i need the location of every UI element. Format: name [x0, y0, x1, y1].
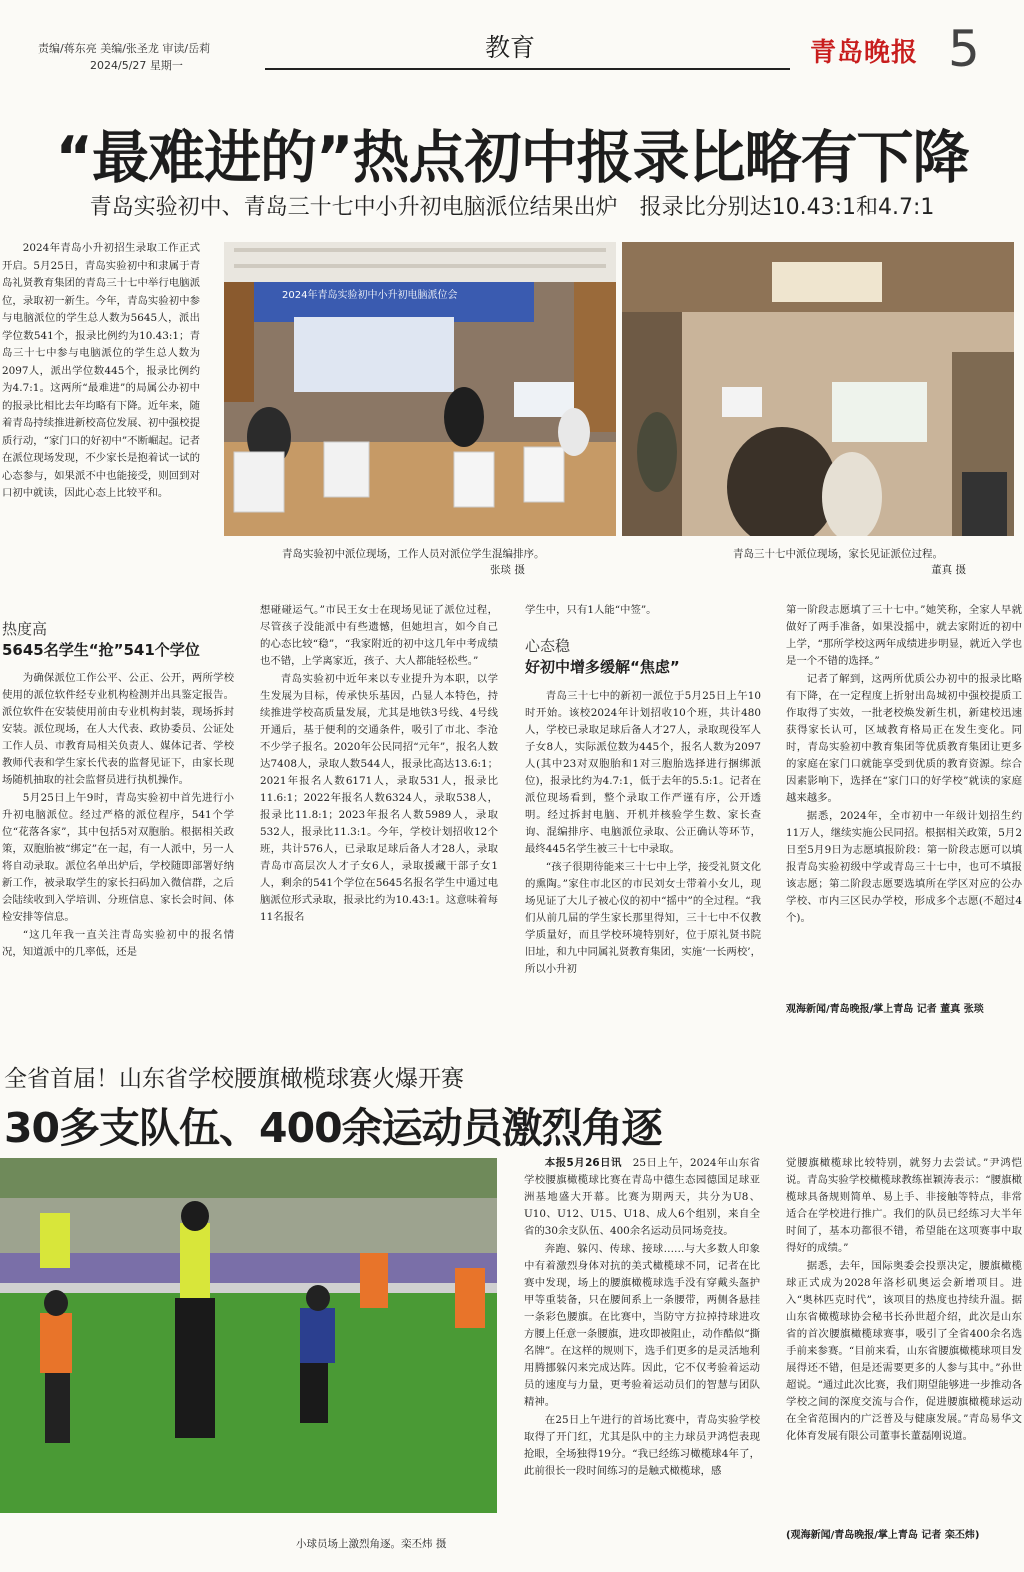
date-line: 2024/5/27 星期一 — [90, 59, 183, 72]
photo2-caption — [733, 546, 1008, 578]
football-photo-caption: 小球员场上激烈角逐。栾丕炜 摄 — [296, 1538, 447, 1550]
page-number: 5 — [948, 20, 980, 78]
paragraph: 觉腰旗橄榄球比较特别，就努力去尝试。”尹鸿恺说。青岛实验学校橄榄球教练崔颖涛表示：“腰旗橄榄球具备规则简单、易上手、非接触等特点，非常适合在学校进行推广。我们的队员已经练习大半年时间了，基本功都很不错，希望能在这项赛事中取得好的成绩。” — [786, 1157, 1022, 1254]
paragraph: 青岛三十七中的新初一派位于5月25日上午10时开始。该校2024年计划招收10个班，共计480人，学校已录取足球后备人才27人，录取现役军人子女8人，实际派位数为445个，报名人数为2097人(其中23对双胞胎和1对三胞胎选择进行捆绑派位)，报录比约为4.7:1，低于去年的5.5:1。记者在派位现场看到，整个录取工作严谨有序，公开透明。经过拆封电脑、开机并核验学生数、家长查询、混编排序、电脑派位录取、公正确认等环节，最终445名学生被三十七中录取。 — [525, 690, 761, 855]
photo2-caption-text: 青岛三十七中派位现场，家长见证派位过程。 — [733, 548, 943, 560]
photo1-caption-text: 青岛实验初中派位现场，工作人员对派位学生混编排序。 — [282, 548, 545, 560]
masthead-meta — [38, 40, 210, 74]
section-heading-2 — [525, 635, 761, 677]
section-heading-1 — [2, 618, 234, 660]
lead-paragraph — [2, 240, 200, 585]
paragraph: 据悉，2024年，全市初中一年级计划招生约11万人，继续实施公民同招。根据相关政策，5月2日至5月9日为志愿填报阶段：第一阶段志愿可以填报青岛实验初级中学或青岛三十七中，也可不填报该志愿；第二阶段志愿要选填所在学区对应的公办学校、市内三区民办学校，形成多个志愿(不超过4个)。 — [786, 810, 1022, 924]
hall-banner-text: 2024年青岛实验初中小升初电脑派位会 — [282, 290, 458, 301]
section-title: 教育 — [484, 33, 535, 62]
photo-flag-football — [0, 1158, 497, 1513]
article2-kicker: 全省首届！山东省学校腰旗橄榄球赛火爆开赛 — [4, 1066, 464, 1092]
paragraph: 想碰碰运气。”市民王女士在现场见证了派位过程，尽管孩子没能派中有些遗憾，但她坦言，如今自己的心态比较“稳”，“我家附近的初中这几年中考成绩也不错，上学离家近，孩子、大人都能轻松些。” — [260, 604, 498, 667]
header-rule — [265, 68, 790, 70]
section2-kicker: 心态稳 — [525, 637, 571, 655]
article1-credit: 观海新闻/青岛晚报/掌上青岛 记者 董真 张琰 — [786, 1004, 984, 1015]
article2-credit: (观海新闻/青岛晚报/掌上青岛 记者 栾丕炜) — [786, 1530, 980, 1541]
paragraph: 为确保派位工作公平、公正、公开，两所学校使用的派位软件经专业机构检测并出具鉴定报告。派位软件在安装使用前由专业机构封装，现场拆封安装。派位现场，在人大代表、政协委员、公证处工作人员、市教育局相关负责人、媒体记者、学校教师代表和学生家长代表的监督见证下，由家长现场随机抽取的社会监督员进行执机操作。 — [2, 672, 234, 786]
paragraph: 25日上午，2024年山东省学校腰旗橄榄球比赛在青岛中德生态园德国足球亚洲基地盛大开幕。比赛为期两天，共分为U8、U10、U12、U15、U18、成人6个组别，来自全省的30余支队伍、400余名运动员同场竞技。 — [524, 1157, 760, 1237]
article2-column-1 — [524, 1155, 760, 1567]
photo-parents-witness — [622, 242, 1014, 536]
article2-headline: 30多支队伍、400余运动员激烈角逐 — [4, 1104, 662, 1152]
article1-column-3-top — [525, 602, 761, 622]
article1-column-3 — [525, 688, 761, 1036]
sub-headline: 青岛实验初中、青岛三十七中小升初电脑派位结果出炉 报录比分别达10.43:1和4.7:1 — [89, 195, 935, 220]
photo2-credit: 董真 摄 — [931, 564, 966, 576]
paragraph: 奔跑、躲闪、传球、接球……与大多数人印象中有着激烈身体对抗的美式橄榄球不同，记者在比赛中发现，场上的腰旗橄榄球选手没有穿戴头盔护甲等重装备，只在腰间系上一条腰带，两侧各悬挂一条彩色腰旗。在比赛中，当防守方拉掉持球进攻方腰上任意一条腰旗，进攻即被阻止，动作酷似“撕名牌”。在这样的规则下，选手们更多的是灵活地利用腾挪躲闪来完成达阵。因此，它不仅考验着运动员的速度与力量，更考验着运动员们的智慧与团队精神。 — [524, 1243, 760, 1408]
paragraph: 在25日上午进行的首场比赛中，青岛实验学校取得了开门红，尤其是队中的主力球员尹鸿恺表现抢眼，全场独得19分。“我已经练习橄榄球4年了，此前很长一段时间练习的是触式橄榄球，感 — [524, 1414, 760, 1477]
paragraph: “孩子很期待能来三十七中上学，接受礼贤文化的熏陶。”家住市北区的市民刘女士带着小女儿，现场见证了大儿子被心仪的初中“摇中”的全过程。“我们从前几届的学生家长那里得知，三十七中不仅教学质量好，而且学校环境特别好，位于原礼贤书院旧址，和九中同属礼贤教育集团，实施‘一长两校’，所以小升初 — [525, 861, 761, 975]
editors-line: 责编/蒋东亮 美编/张圣龙 审读/岳莉 — [38, 42, 211, 55]
paragraph: 第一阶段志愿填了三十七中。”她笑称，全家人早就做好了两手准备，如果没摇中，就去家附近的初中上学，“那所学校这两年成绩进步明显，就近入学也是一个不错的选择。” — [786, 604, 1022, 667]
section1-kicker: 热度高 — [2, 620, 48, 638]
article1-column-4 — [786, 602, 1022, 1004]
paragraph: 青岛实验初中近年来以专业提升为本职，以学生发展为目标，传承快乐基因，凸显人本特色，持续推进学校高质量发展，尤其是地铁3号线、4号线开通后，基于便利的交通条件，吸引了市北、李沧不少学子报名。2020年公民同招“元年”，报名人数达7408人，录取人数544人，报录比高达13.6:1；2021年报名人数6171人，录取531人，报录比11.6:1；2022年报名人数6324人，录取538人，报录比11.8:1；2023年报名人数5989人，录取532人，报录比11.3:1。今年，学校计划招收12个班，共计576人，已录取足球后备人才28人，录取青岛市高层次人才子女6人，录取援藏干部子女1人，剩余的541个学位在5645名报名学生中通过电脑派位形式录取，报录比约为10.43:1。这意味着每11名报名 — [260, 673, 498, 923]
paragraph: 记者了解到，这两所优质公办初中的报录比略有下降，在一定程度上折射出岛城初中强校提质工作取得了实效，一批老校焕发新生机，新建校迅速获得家长认可，区域教育格局正在发生变化。同时，青岛实验初中教育集团等优质教育集团让更多的家庭在家门口就能享受到优质的教育资源。综合因素影响下，选择在“家门口的好学校”就读的家庭越来越多。 — [786, 673, 1022, 804]
lead-text: 2024年青岛小升初招生录取工作正式开启。5月25日，青岛实验初中和隶属于青岛礼贤教育集团的青岛三十七中举行电脑派位，录取初一新生。今年，青岛实验初中参与电脑派位的学生总人数为5645人，派出学位数541个，报录比例约为10.43:1；青岛三十七中参与电脑派位的学生总人数为2097人，派出学位数445个，报录比例约为4.7:1。这两所“最难进”的局属公办初中的报录比相比去年均略有下降。近年来，随着青岛持续推进新校高位发展、初中强校提质行动，“家门口的好初中”不断崛起。记者在派位现场发现，不少家长是抱着试一试的心态参与，如果派不中也能接受，则回到对口初中就读，因此心态上比较平和。 — [2, 242, 200, 499]
photo-parents-witness-image — [622, 242, 1014, 536]
photo-flag-football-image — [0, 1158, 497, 1513]
article1-column-1 — [2, 670, 234, 1036]
photo1-caption — [282, 546, 617, 578]
paragraph: 据悉，去年，国际奥委会投票决定，腰旗橄榄球正式成为2028年洛杉矶奥运会新增项目。进入“奥林匹克时代”，该项目的热度也持续升温。据山东省橄榄球协会秘书长孙世超介绍，此次是山东省的首次腰旗橄榄球赛事，吸引了全省400余名选手前来参赛。“目前来看，山东省腰旗橄榄球项目发展得还不错，但是还需要更多的人参与其中。”孙世超说。“通过此次比赛，我们期望能够进一步推动各学校之间的深度交流与合作，促进腰旗橄榄球运动在全省范围内的广泛普及与健康发展。”青岛易华文化体育发展有限公司董事长董磊刚说道。 — [786, 1260, 1022, 1442]
paragraph: “这几年我一直关注青岛实验初中的报名情况，知道派中的几率低，还是 — [2, 929, 234, 958]
article1-column-2 — [260, 602, 498, 1036]
photo-lottery-hall — [224, 242, 616, 536]
section1-title: 5645名学生“抢”541个学位 — [2, 641, 200, 659]
paragraph: 5月25日上午9时，青岛实验初中首先进行小升初电脑派位。经过严格的派位程序，541个学位“花落各家”，其中包括5对双胞胎。根据相关政策，双胞胎被“绑定”在一起，有一人派中，另一人将自动录取。派位名单出炉后，学校随即部署好纳新工作，被录取学生的家长扫码加入微信群，之后会陆续收到入学培训、分班信息、家长会时间、体检安排等信息。 — [2, 792, 234, 923]
newspaper-logo: 青岛晚报 — [810, 38, 919, 68]
main-headline: “最难进的”热点初中报录比略有下降 — [55, 125, 969, 191]
section2-title: 好初中增多缓解“焦虑” — [525, 658, 680, 676]
dateline: 本报5月26日讯 — [544, 1157, 622, 1169]
photo1-credit: 张琰 摄 — [490, 564, 525, 576]
article2-column-2 — [786, 1155, 1022, 1525]
paragraph: 学生中，只有1人能“中签”。 — [525, 604, 657, 616]
